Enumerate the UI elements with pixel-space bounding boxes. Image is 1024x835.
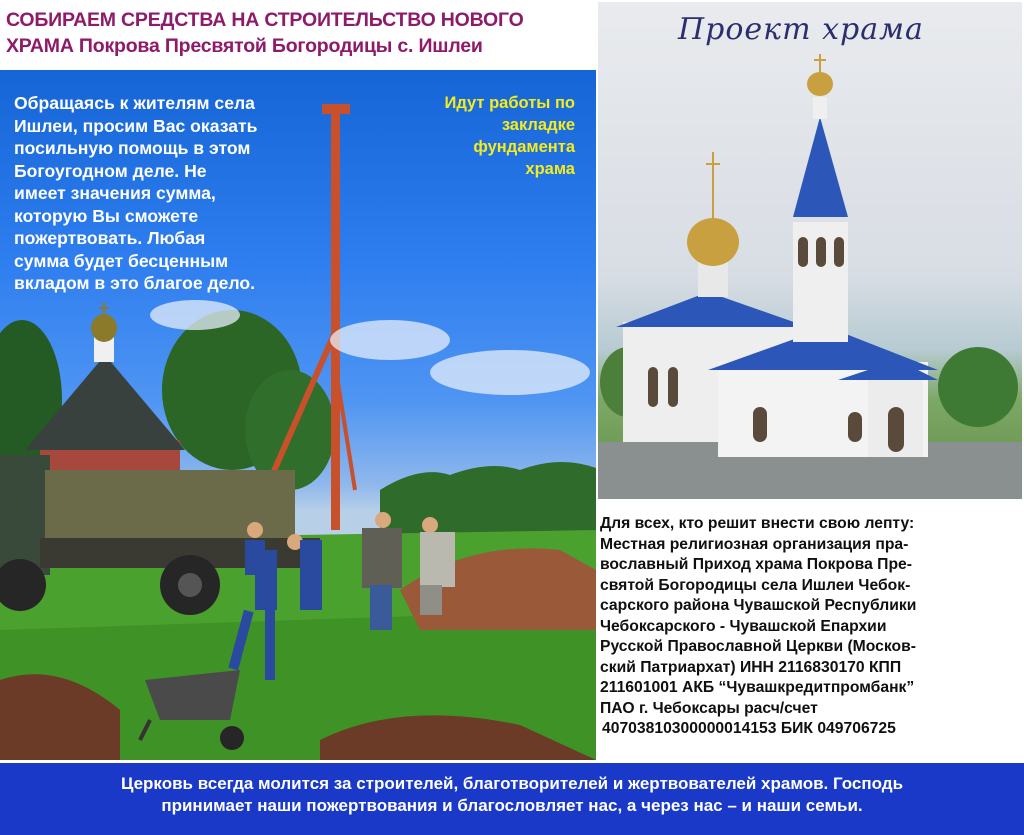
details-line: Чебоксарского - Чувашской Епархии	[600, 617, 887, 635]
details-line: святой Богородицы села Ишлеи Чебок-	[600, 576, 911, 594]
details-line: ский Патриархат) ИНН 2116830170 КПП	[600, 658, 902, 676]
details-line: ПАО г. Чебоксары расч/счет	[600, 699, 818, 717]
footer-text: Церковь всегда молится за строителей, благотворителей и жертвователей храмов. Господь принимает наши пожертвования и благословляет нас, а через нас – и наши семьи.	[120, 774, 904, 815]
church-illustration	[598, 2, 1022, 499]
donation-details	[600, 514, 1020, 740]
details-line: Для всех, кто решит внести свою лепту:	[600, 515, 915, 532]
bank-account-line: 40703810300000014153 БИК 049706725	[602, 720, 896, 737]
project-title: Проект храма	[678, 12, 924, 47]
header-title-line-1: СОБИРАЕМ СРЕДСТВА НА СТРОИТЕЛЬСТВО НОВОГО	[6, 9, 524, 31]
footer-banner	[0, 763, 1024, 835]
church-project-rendering	[598, 2, 1022, 499]
header	[0, 0, 596, 70]
details-line: сарского района Чувашской Республики	[600, 597, 917, 614]
header-title-line-2: ХРАМА Покрова Пресвятой Богородицы с. Ишлеи	[6, 35, 483, 57]
details-line: вославный Приход храма Покрова Пре-	[600, 556, 912, 573]
works-caption: Идут работы по закладке фундамента храма	[444, 94, 575, 178]
details-line: Местная религиозная организация пра-	[600, 535, 909, 553]
details-line: 211601001 АКБ “Чувашкредитпромбанк”	[600, 679, 915, 696]
details-line: Русской Православной Церкви (Москов-	[600, 638, 916, 655]
appeal-text: Обращаясь к жителям села Ишлеи, просим Вас оказать посильную помощь в этом Богоугодном деле. Не имеет значения сумма, которую Вы сможете пожертвовать. Любая сумма будет бесценным вкладом в это благое дело.	[14, 93, 258, 293]
